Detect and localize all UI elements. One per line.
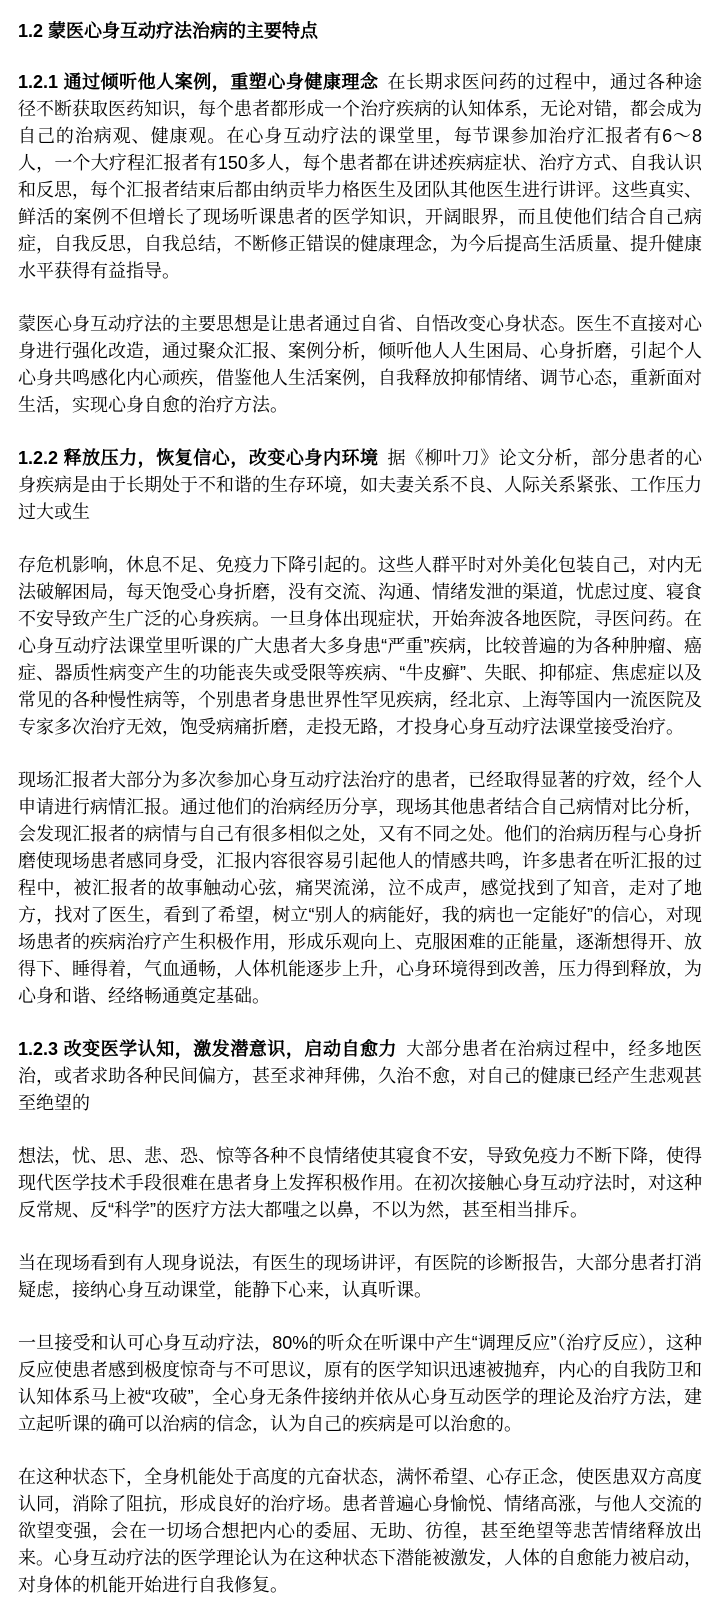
- paragraph-text: 据《柳叶刀》论文分析，部分患者的心身疾病是由于长期处于不和谐的生存环境，如夫妻关系不良、人际关系紧张、工作压力过大或生: [18, 448, 702, 522]
- subsection-title-1-2-2: 1.2.2 释放压力，恢复信心，改变心身内环境: [18, 448, 379, 468]
- subsection-title-1-2-3: 1.2.3 改变医学认知，激发潜意识，启动自愈力: [18, 1039, 398, 1059]
- paragraph-text: 想法，忧、思、悲、恐、惊等各种不良情绪使其寝食不安，导致免疫力不断下降，使得现代医学技术手段很难在患者身上发挥积极作用。在初次接触心身互动疗法时，对这种反常规、反“科学”的医疗方法大都嗤之以鼻，不以为然，甚至相当排斥。: [18, 1146, 702, 1220]
- paragraph-dispel-doubts: [18, 1250, 702, 1304]
- paragraph-1-2-3: [18, 1036, 702, 1117]
- paragraph-text: 大部分患者在治病过程中，经多地医治，或者求助各种民间偏方，甚至求神拜佛，久治不愈，对自己的健康已经产生悲观甚至绝望的: [18, 1039, 702, 1113]
- section-heading: 1.2 蒙医心身互动疗法治病的主要特点: [18, 21, 319, 41]
- paragraph-reporters: [18, 767, 702, 1010]
- paragraph-text: 一旦接受和认可心身互动疗法，80%的听众在听课中产生“调理反应”（治疗反应），这种反应使患者感到极度惊奇与不可思议，原有的医学知识迅速被抛弃，内心的自我防卫和认知体系马上被“攻破”，全心身无条件接纳并依从心身互动医学的理论及治疗方法，建立起听课的确可以治病的信念，认为自己的疾病是可以治愈的。: [18, 1333, 702, 1434]
- subsection-title-1-2-1: 1.2.1 通过倾听他人案例，重塑心身健康理念: [18, 72, 379, 92]
- paragraph-survival-crisis: [18, 552, 702, 741]
- paragraph-text: 存危机影响，休息不足、免疫力下降引起的。这些人群平时对外美化包装自己，对内无法破解困局，每天饱受心身折磨，没有交流、沟通、情绪发泄的渠道，忧虑过度、寝食不安导致产生广泛的心身疾病。一旦身体出现症状，开始奔波各地医院，寻医问药。在心身互动疗法课堂里听课的广大患者大多身患“严重”疾病，比较普遍的为各种肿瘤、癌症、器质性病变产生的功能丧失或受限等疾病、“牛皮癣”、失眠、抑郁症、焦虑症以及常见的各种慢性病等，个别患者身患世界性罕见疾病，经北京、上海等国内一流医院及专家多次治疗无效，饱受病痛折磨，走投无路，才投身心身互动疗法课堂接受治疗。: [18, 555, 702, 737]
- paragraph-negative-emotions: [18, 1143, 702, 1224]
- paragraph-main-idea: [18, 311, 702, 419]
- paragraph-conditioning-reaction: [18, 1330, 702, 1438]
- paragraph-text: 在长期求医问药的过程中，通过各种途径不断获取医药知识，每个患者都形成一个治疗疾病的认知体系，无论对错，都会成为自己的治病观、健康观。在心身互动疗法的课堂里，每节课参加治疗汇报者有6～8人，一个大疗程汇报者有150多人，每个患者都在讲述疾病症状、治疗方式、自我认识和反思，每个汇报者结束后都由纳贡毕力格医生及团队其他医生进行讲评。这些真实、鲜活的案例不但增长了现场听课患者的医学知识，开阔眼界，而且使他们结合自己病症，自我反思，自我总结，不断修正错误的健康理念，为今后提高生活质量、提升健康水平获得有益指导。: [18, 72, 702, 281]
- paragraph-1-2-2: [18, 445, 702, 526]
- paragraph-text: 蒙医心身互动疗法的主要思想是让患者通过自省、自悟改变心身状态。医生不直接对心身进行强化改造，通过聚众汇报、案例分析，倾听他人人生困局、心身折磨，引起个人心身共鸣感化内心顽疾，借鉴他人生活案例，自我释放抑郁情绪、调节心态，重新面对生活，实现心身自愈的治疗方法。: [18, 314, 702, 415]
- paragraph-text: 在这种状态下，全身机能处于高度的亢奋状态，满怀希望、心存正念，使医患双方高度认同，消除了阻抗，形成良好的治疗场。患者普遍心身愉悦、情绪高涨，与他人交流的欲望变强，会在一切场合想把内心的委屈、无助、彷徨，甚至绝望等悲苦情绪释放出来。心身互动疗法的医学理论认为在这种状态下潜能被激发，人体的自愈能力被启动，对身体的机能开始进行自我修复。: [18, 1467, 702, 1595]
- paragraph-text: 现场汇报者大部分为多次参加心身互动疗法治疗的患者，已经取得显著的疗效，经个人申请进行病情汇报。通过他们的治病经历分享，现场其他患者结合自己病情对比分析，会发现汇报者的病情与自己有很多相似之处，又有不同之处。他们的治病历程与心身折磨使现场患者感同身受，汇报内容很容易引起他人的情感共鸣，许多患者在听汇报的过程中，被汇报者的故事触动心弦，痛哭流涕，泣不成声，感觉找到了知音，走对了地方，找对了医生，看到了希望，树立“别人的病能好，我的病也一定能好”的信心，对现场患者的疾病治疗产生积极作用，形成乐观向上、克服困难的正能量，逐渐想得开、放得下、睡得着，气血通畅，人体机能逐步上升，心身环境得到改善，压力得到释放，为心身和谐、经络畅通奠定基础。: [18, 770, 702, 1006]
- paragraph-self-repair: [18, 1464, 702, 1599]
- paragraph-text: 当在现场看到有人现身说法，有医生的现场讲评，有医院的诊断报告，大部分患者打消疑虑，接纳心身互动课堂，能静下心来，认真听课。: [18, 1253, 702, 1300]
- paragraph-1-2-1: [18, 69, 702, 285]
